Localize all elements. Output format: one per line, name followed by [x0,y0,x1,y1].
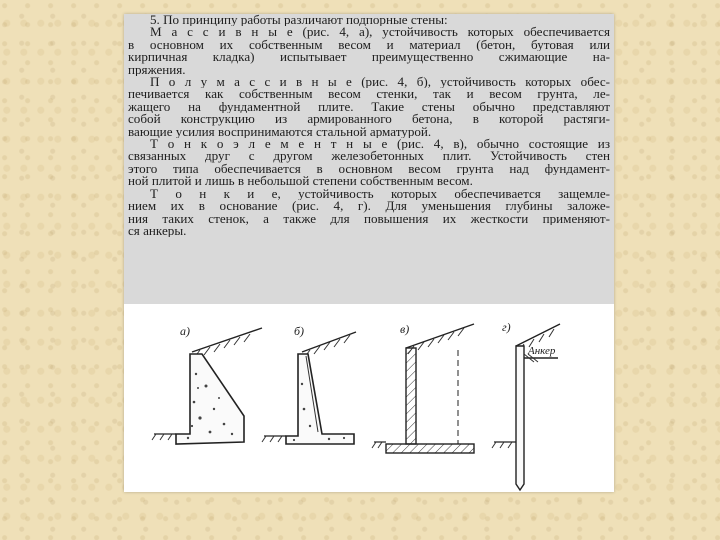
thin-anchored-wall-diagram [492,324,560,490]
semi-massive-wall-diagram [262,332,356,444]
text-line: собой конструкцию из армированного бетона, в которой растяги- [128,113,610,126]
figure-label-b: б) [294,324,305,338]
text-line: этого типа обеспечивается в основном весом грунта над фундамент- [128,162,610,176]
retaining-walls-drawing [124,314,614,492]
text-line: М а с с и в н ы е (рис. 4, а), устойчивость которых обеспечивается [150,26,610,39]
anchor-label: Анкер [528,345,556,357]
text-line: жащего на фундаментной плите. Такие стены обычно представляют [128,100,610,114]
thin-element-wall-diagram [372,324,474,453]
text-line: П о л у м а с с и в н ы е (рис. 4, б), устойчивость которых обес- [150,76,610,89]
text-line: вающие усилия воспринимаются стальной арматурой. [128,125,432,139]
body-text [128,14,610,237]
text-line: ния таких стенок, а также для повышения их жесткости применяют- [128,212,610,225]
text-line: связанных друг с другом железобетонных плит. Устойчивость стен [128,150,610,163]
text-line: печивается как собственным весом стенки, так и весом грунта, ле- [128,88,610,101]
text-line: в основном их собственным весом и материал (бетон, бутовая или [128,38,610,52]
text-line: Т о н к о э л е м е н т н ы е (рис. 4, в), обычно состоящие из [150,138,610,151]
text-line: ной плитой и лишь в небольшой степени собственным весом. [128,175,473,188]
text-line: ся анкеры. [128,224,187,238]
text-line: нием их в основание (рис. 4, г). Для уменьшения глубины заложе- [128,200,610,213]
figure-retaining-walls [124,314,614,492]
text-line: 5. По принципу работы различают подпорные стены: [150,14,448,27]
figure-label-v: в) [400,322,410,336]
scanned-page [124,14,614,492]
text-line: Т о н к и е, устойчивость которых обеспечивается защемле- [150,187,610,201]
figure-label-a: а) [180,324,190,338]
figure-label-g: г) [502,320,511,334]
text-line: пряжения. [128,63,186,77]
text-scan-area [124,14,614,304]
text-line: кирпичная кладка) испытывает преимущественно сжимающие на- [128,51,610,64]
massive-wall-diagram [152,328,262,444]
